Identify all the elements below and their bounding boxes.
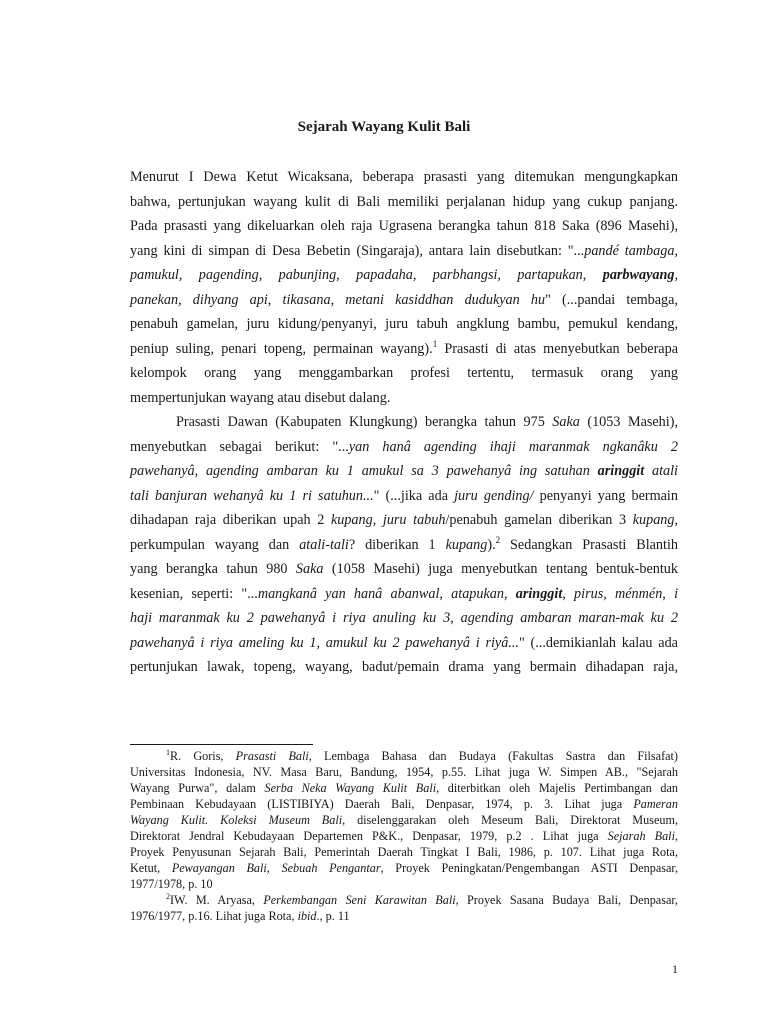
text-run: Prasasti Dawan (Kabupaten Klungkung) berangka tahun 975: [176, 414, 553, 430]
text-run: Pembinaan Kebudayaan (LISTIBIYA) Daerah Bali, Denpasar, 1974, p. 3. Lihat juga: [130, 797, 634, 811]
footnote-line: [130, 748, 678, 764]
body-line: [130, 459, 678, 484]
bold-italic-run: aringgit: [597, 463, 645, 479]
footnote-line: [130, 780, 678, 796]
footnote-line: [130, 812, 678, 828]
italic-run: kupang, juru tabuh: [330, 512, 446, 528]
body-line: bahwa, pertunjukan wayang kulit di Bali memiliki perjalanan hidup yang cukup panjang.: [130, 193, 678, 210]
text-run: ., p. 11: [316, 909, 350, 923]
footnote-line: [130, 860, 678, 876]
italic-run: mangkanâ yan hanâ abanwal, atapukan,: [257, 585, 516, 602]
italic-run: Wayang Kulit. Koleksi Museum Bali: [130, 813, 343, 827]
text-run: /penabuh gamelan diberikan 3: [445, 512, 633, 528]
italic-run: Perkembangan Seni Karawitan Bali: [263, 893, 456, 907]
footnote-ref: 1: [432, 338, 438, 349]
text-run: Sedangkan Prasasti Blantih: [500, 536, 679, 553]
body-line: mempertunjukan wayang atau disebut dalang.: [130, 389, 391, 406]
text-run: " (...demikianlah kalau ada: [518, 634, 678, 651]
footnote-ref: 2: [495, 534, 501, 545]
italic-run: pawehanyâ i riya ameling ku 1, amukul ku 2 pawehanyâ i riyâ...: [130, 634, 519, 651]
body-line: [130, 631, 678, 656]
body-line: [130, 484, 678, 509]
body-line: [130, 239, 678, 264]
italic-run: atali: [644, 463, 679, 479]
text-run: , diselenggarakan oleh Meseum Bali, Direktorat Museum,: [342, 813, 678, 827]
italic-run: Saka: [295, 561, 324, 577]
italic-run: yan hanâ agending ihaji maranmak ngkanâku 2: [348, 438, 678, 455]
text-run: peniup suling, penari topeng, permainan wayang).: [130, 340, 433, 357]
italic-run: ,: [674, 267, 678, 283]
body-line: [130, 557, 678, 582]
body-line: Menurut I Dewa Ketut Wicaksana, beberapa prasasti yang ditemukan mengungkapkan: [130, 169, 678, 185]
text-run: (1053 Masehi),: [579, 414, 678, 430]
italic-run: pawehanyâ, agending ambaran ku 1 amukul sa 3 pawehanyâ ing satuhan: [130, 463, 598, 479]
body-line: penabuh gamelan, juru kidung/penyanyi, juru tabuh angklung bambu, pemukul kendang,: [130, 316, 678, 332]
italic-run: panekan, dihyang api, tikasana, metani kasiddhan dudukyan hu: [130, 291, 546, 308]
text-run: 1976/1977, p.16. Lihat juga Rota,: [130, 909, 298, 923]
text-run: ,: [674, 829, 678, 843]
italic-run: Pewayangan Bali, Sebuah Pengantar: [171, 861, 381, 875]
italic-run: haji maranmak ku 2 pawehanyâ i riya anuling ku 3, agending ambaran maran-mak ku 2: [130, 610, 678, 626]
bold-italic-run: aringgit: [515, 585, 563, 602]
text-run: Prasasti di atas menyebutkan beberapa: [437, 340, 678, 357]
text-run: IW. M. Aryasa,: [170, 893, 264, 907]
text-run: (1058 Masehi) juga menyebutkan tentang bentuk-bentuk: [323, 561, 678, 577]
text-run: Ketut,: [130, 861, 172, 875]
footnote-marker: 2: [166, 892, 170, 901]
italic-run: kupang: [445, 536, 488, 553]
text-run: R. Goris,: [170, 749, 236, 763]
body-line: Pada prasasti yang dikeluarkan oleh raja Ugrasena berangka tahun 818 Saka (896 Masehi),: [130, 218, 678, 234]
text-run: , Proyek Peningkatan/Pengembangan ASTI Denpasar,: [380, 861, 678, 875]
italic-run: kupang,: [632, 512, 679, 528]
body-line: kelompok orang yang menggambarkan profesi tertentu, termasuk orang yang: [130, 365, 678, 381]
footnotes: [130, 748, 678, 924]
italic-run: Prasasti Bali,: [235, 749, 312, 763]
body-line: [130, 337, 678, 362]
footnote-line: [130, 796, 678, 812]
bold-italic-run: parbwayang: [602, 267, 675, 283]
body-line: [130, 435, 678, 460]
text-run: perkumpulan wayang dan: [130, 536, 300, 553]
footnote-line: [130, 828, 678, 844]
footnote-line: [130, 892, 678, 908]
italic-run: Pameran: [633, 797, 678, 811]
italic-run: juru gending/: [454, 487, 534, 504]
text-run: " (...pandai tembaga,: [545, 291, 678, 308]
text-run: yang berangka tahun 980: [130, 561, 296, 577]
italic-run: atali-tali: [299, 536, 349, 553]
text-run: Wayang Purwa", dalam: [130, 781, 265, 795]
body-line: [130, 263, 678, 288]
body-line: [130, 508, 678, 533]
body-line: pertunjukan lawak, topeng, wayang, badut/pemain drama yang bermain dihadapan raja,: [130, 659, 678, 675]
footnote-line: Universitas Indonesia, NV. Masa Baru, Bandung, 1954, p.55. Lihat juga W. Simpen AB., "Sejarah: [130, 765, 678, 779]
text-run: penyanyi yang bermain: [533, 487, 678, 504]
italic-run: pandé tambaga,: [584, 242, 678, 259]
text-run: , diterbitkan oleh Majelis Pertimbangan dan: [436, 781, 679, 795]
page-number: 1: [672, 962, 678, 976]
text-run: menyebutkan sebagai berikut: "...: [130, 438, 349, 455]
text-run: Direktorat Jendral Kebudayaan Departemen P&K., Denpasar, 1979, p.2 . Lihat juga: [130, 829, 608, 843]
body-line: [130, 288, 678, 313]
italic-run: Serba Neka Wayang Kulit Bali: [264, 781, 437, 795]
text-run: ? diberikan 1: [348, 536, 446, 553]
footnote-separator: [130, 744, 313, 745]
italic-run: pamukul, pagending, pabunjing, papadaha, parbhangsi, partapukan,: [130, 267, 603, 283]
italic-run: Sejarah Bali: [607, 829, 675, 843]
text-run: yang kini di simpan di Desa Bebetin (Singaraja), antara lain disebutkan: "...: [130, 242, 585, 259]
footnote-line: Proyek Penyusunan Sejarah Bali, Pemerintah Daerah Tingkat I Bali, 1986, p. 107. Lihat juga Rota,: [130, 845, 678, 859]
text-run: " (...jika ada: [373, 487, 455, 504]
body-line: [130, 410, 678, 435]
italic-run: ibid: [297, 909, 317, 923]
text-run: , Proyek Sasana Budaya Bali, Denpasar,: [455, 893, 678, 907]
body-line: [130, 606, 678, 631]
document-title: Sejarah Wayang Kulit Bali: [297, 119, 471, 135]
italic-run: , pirus, ménmén, i: [562, 585, 679, 602]
body-line: [130, 533, 678, 558]
body-line: [130, 582, 678, 607]
footnote-line: 1977/1978, p. 10: [130, 877, 213, 891]
italic-run: Saka: [552, 414, 580, 430]
body-text: [130, 165, 678, 680]
text-run: ).: [487, 536, 496, 553]
text-run: Lembaga Bahasa dan Budaya (Fakultas Sastra dan Filsafat): [311, 749, 678, 763]
footnote-line: [130, 908, 678, 924]
footnote-marker: 1: [166, 748, 170, 757]
text-run: dihadapan raja diberikan upah 2: [130, 512, 331, 528]
italic-run: tali banjuran wehanyâ ku 1 ri satuhun...: [130, 487, 374, 504]
text-run: kesenian, seperti: "...: [130, 585, 258, 602]
